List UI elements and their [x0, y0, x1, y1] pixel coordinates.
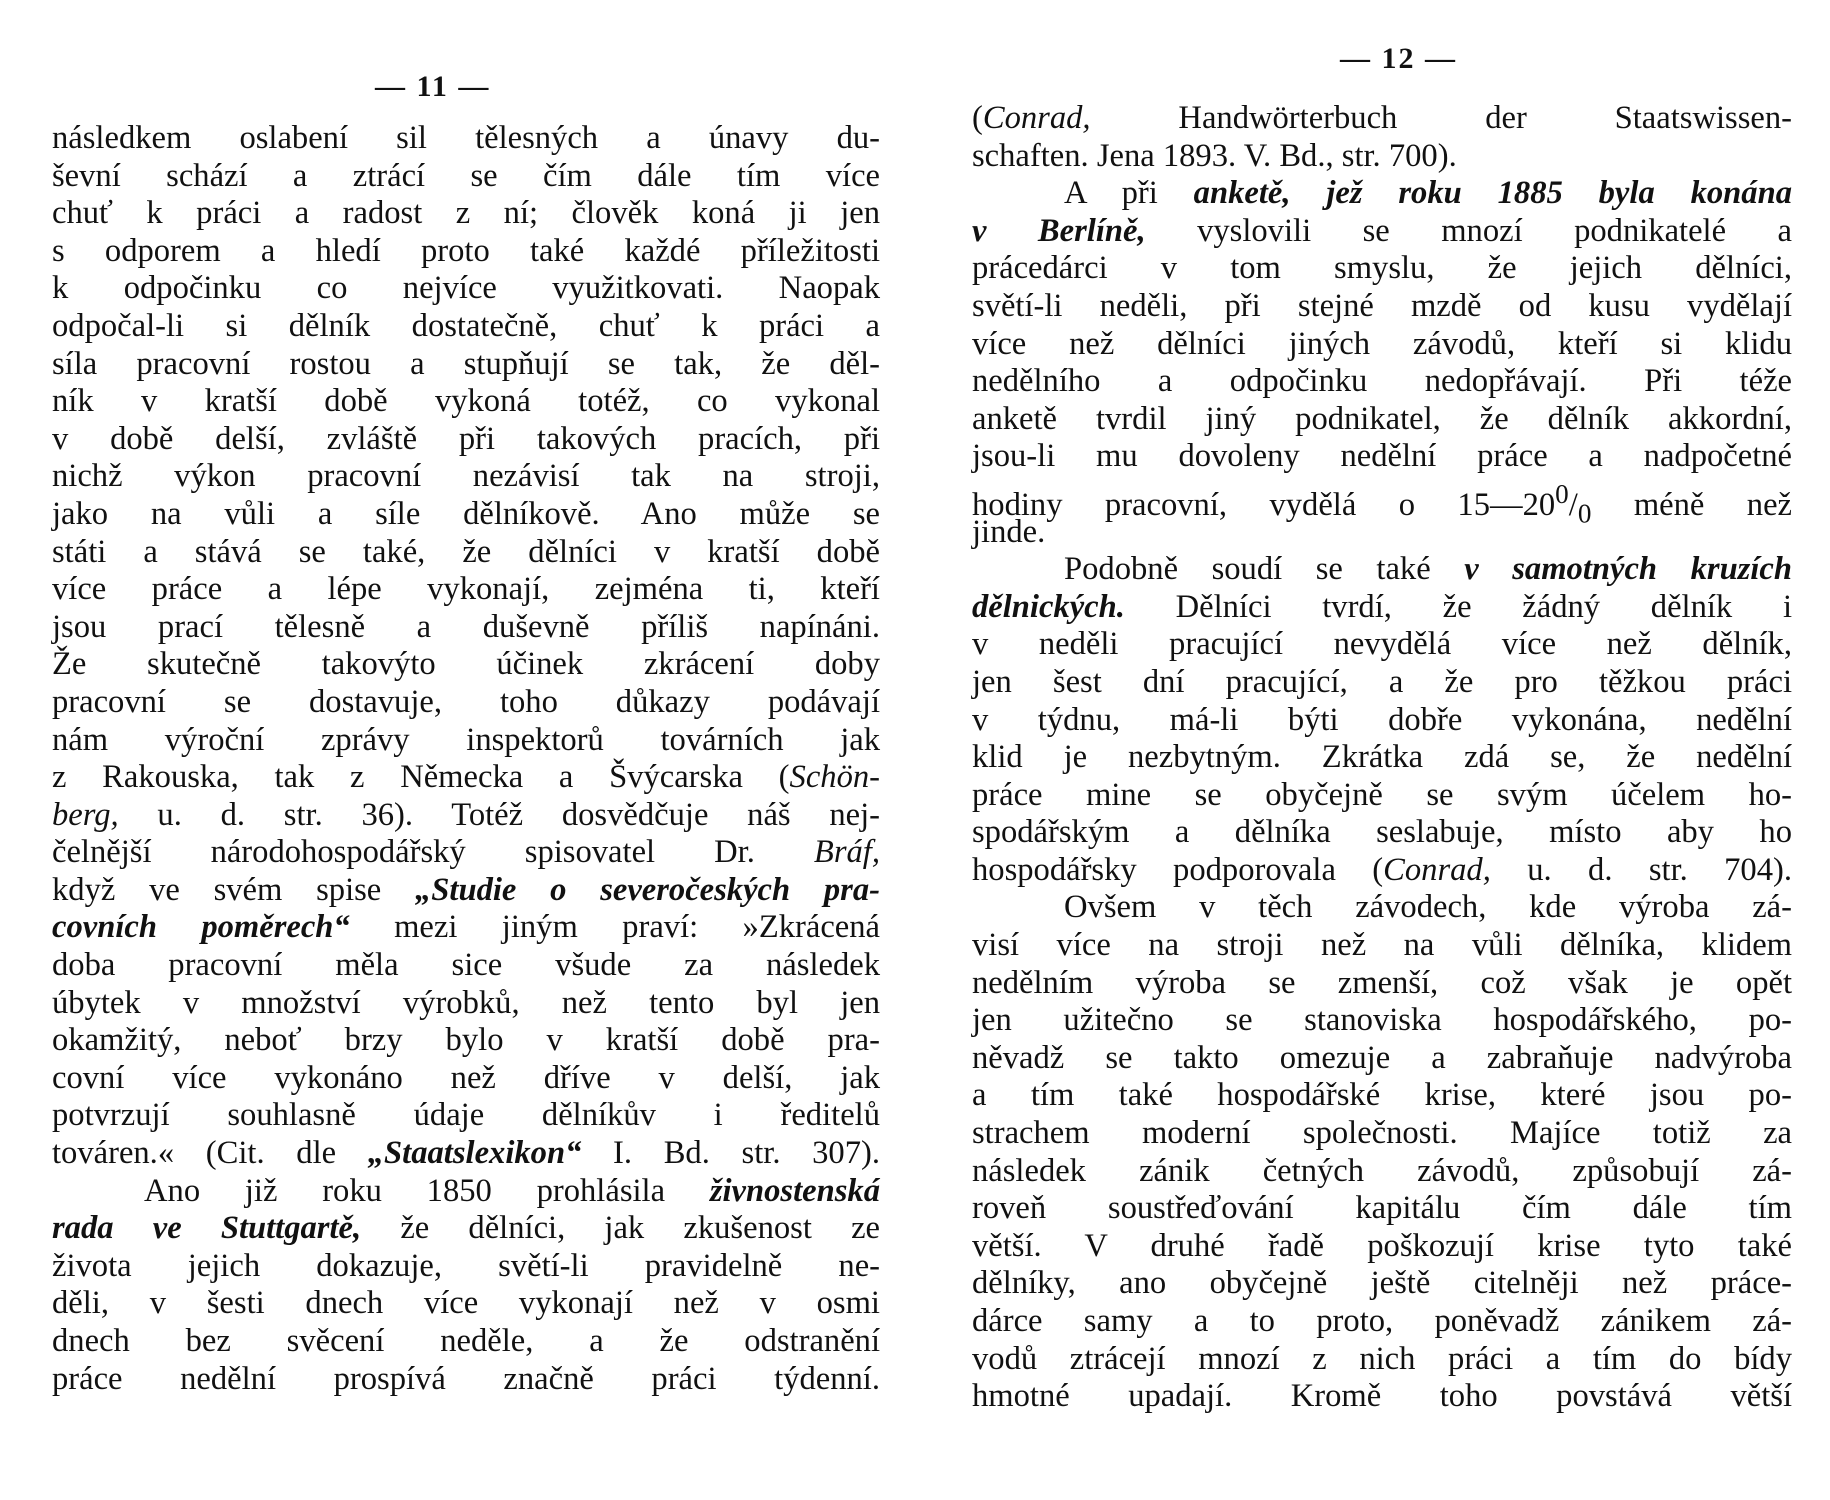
- text-line: nedělního a odpočinku nedopřávají. Při téže: [972, 363, 1792, 400]
- text-line: více než dělníci jiných závodů, kteří si klidu: [972, 325, 1792, 362]
- text-line: následkem oslabení sil tělesných a únavy du-: [52, 120, 880, 156]
- text-line: jen šest dní pracující, a že pro těžkou práci: [972, 663, 1792, 700]
- text-line: více práce a lépe vykonají, zejména ti, kteří: [52, 571, 880, 608]
- text-line: síla pracovní rostou a stupňují se tak, že děl-: [52, 345, 880, 382]
- text-line: větší. V druhé řadě poškozují krise tyto také: [972, 1227, 1792, 1264]
- text-line: covních poměrech“ mezi jiným praví: »Zkrácená: [52, 909, 880, 946]
- text-line: ník v kratší době vykoná totéž, co vykonal: [52, 383, 880, 420]
- text-line: v Berlíně, vyslovili se mnozí podnikatelé a: [972, 212, 1792, 249]
- text-line: něvadž se takto omezuje a zabraňuje nadvýroba: [972, 1039, 1792, 1076]
- text-line: odpočal-li si dělník dostatečně, chuť k práci a: [52, 307, 880, 344]
- text-line: roveň soustřeďování kapitálu čím dále tím: [972, 1190, 1792, 1227]
- text-line: dělnických. Dělníci tvrdí, že žádný dělník i: [972, 588, 1792, 625]
- text-line: nedělním výroba se zmenší, což však je opět: [972, 964, 1792, 1001]
- text-line: dělníky, ano obyčejně ještě citelněji než práce-: [972, 1265, 1792, 1302]
- text-line: jsou prací tělesně a duševně příliš napínáni.: [52, 608, 880, 645]
- text-line: světí-li neděli, při stejné mzdě od kusu vydělají: [972, 287, 1792, 324]
- text-line: A při anketě, jež roku 1885 byla konána: [1064, 175, 1792, 212]
- text-line: z Rakouska, tak z Německa a Švýcarska (Schön-: [52, 759, 880, 796]
- text-line: strachem moderní společnosti. Majíce totiž za: [972, 1115, 1792, 1152]
- text-line: úbytek v množství výrobků, než tento byl jen: [52, 984, 880, 1021]
- text-line: Ano již roku 1850 prohlásila živnostenská: [144, 1172, 880, 1209]
- text-line: anketě tvrdil jiný podnikatel, že dělník akkordní,: [972, 400, 1792, 437]
- text-line: rada ve Stuttgartě, že dělníci, jak zkušenost ze: [52, 1210, 880, 1247]
- text-line: nám výroční zprávy inspektorů továrních jak: [52, 721, 880, 758]
- text-line: spodářským a dělníka seslabuje, místo aby ho: [972, 814, 1792, 851]
- text-line: Ovšem v těch závodech, kde výroba zá-: [1064, 889, 1792, 926]
- text-line: ševní schází a ztrácí se čím dále tím více: [52, 157, 880, 194]
- text-line: (Conrad, Handwörterbuch der Staatswissen-: [972, 100, 1792, 136]
- text-line: nichž výkon pracovní nezávisí tak na stroji,: [52, 458, 880, 495]
- text-line: vodů ztrácejí mnozí z nich práci a tím do bídy: [972, 1340, 1792, 1377]
- text-line: a tím také hospodářské krise, které jsou po-: [972, 1077, 1792, 1114]
- text-line: k odpočinku co nejvíce využitkovati. Naopak: [52, 270, 880, 307]
- text-line: když ve svém spise „Studie o severočeských pra-: [52, 871, 880, 908]
- text-line: děli, v šesti dnech více vykonají než v osmi: [52, 1285, 880, 1322]
- text-line: následek zánik četných závodů, způsobují zá-: [972, 1152, 1792, 1189]
- text-line: okamžitý, neboť brzy bylo v kratší době pra-: [52, 1022, 880, 1059]
- text-line: života jejich dokazuje, světí-li pravidelně ne-: [52, 1247, 880, 1284]
- text-line: berg, u. d. str. 36). Totéž dosvědčuje náš nej-: [52, 796, 880, 833]
- text-line: státi a stává se také, že dělníci v kratší době: [52, 533, 880, 570]
- text-line: práce mine se obyčejně se svým účelem ho-: [972, 776, 1792, 813]
- text-line: hodiny pracovní, vydělá o $15—20^0/_0$ méně než: [972, 478, 1792, 529]
- text-line: jen užitečno se stanoviska hospodářského, po-: [972, 1002, 1792, 1039]
- text-line: jinde.: [972, 513, 1046, 550]
- text-line: pracovní se dostavuje, toho důkazy podávají: [52, 683, 880, 720]
- text-line: covní více vykonáno než dříve v delší, jak: [52, 1059, 880, 1096]
- text-line: Podobně soudí se také v samotných kruzích: [1064, 551, 1792, 588]
- text-line: dnech bez svěcení neděle, a že odstranění: [52, 1323, 880, 1359]
- page-number: — 11 —: [375, 70, 491, 103]
- text-line: potvrzují souhlasně údaje dělníkův i ředitelů: [52, 1097, 880, 1134]
- text-line: chuť k práci a radost z ní; člověk koná ji jen: [52, 195, 880, 232]
- text-line: hospodářsky podporovala (Conrad, u. d. str. 704).: [972, 851, 1793, 888]
- text-line: visí více na stroji než na vůli dělníka, klidem: [972, 927, 1792, 964]
- text-line: Že skutečně takovýto účinek zkrácení doby: [52, 646, 880, 683]
- text-line: doba pracovní měla sice všude za následek: [52, 947, 880, 984]
- text-line: práce nedělní prospívá značně práci týdenní.: [52, 1360, 880, 1397]
- text-line: klid je nezbytným. Zkrátka zdá se, že nedělní: [972, 739, 1792, 776]
- page-text: [972, 100, 1792, 1416]
- text-line: v týdnu, má-li býti dobře vykonána, nedělní: [972, 701, 1792, 738]
- text-line: s odporem a hledí proto také každé příležitosti: [52, 232, 880, 269]
- text-line: jsou-li mu dovoleny nedělní práce a nadpočetné: [972, 438, 1792, 475]
- page-number: — 12 —: [1340, 42, 1457, 75]
- text-line: továren.« (Cit. dle „Staatslexikon“ I. Bd. str. 307).: [52, 1135, 880, 1172]
- text-line: prácedárci v tom smyslu, že jejich dělníci,: [972, 250, 1792, 287]
- text-line: schaften. Jena 1893. V. Bd., str. 700).: [972, 137, 1457, 174]
- page-text: [52, 120, 880, 1398]
- text-line: jako na vůli a síle dělníkově. Ano může se: [52, 495, 880, 532]
- text-line: hmotné upadají. Kromě toho povstává větší: [972, 1378, 1792, 1415]
- text-line: čelnější národohospodářský spisovatel Dr. Bráf,: [52, 834, 880, 871]
- text-line: v neděli pracující nevydělá více než dělník,: [972, 626, 1792, 663]
- text-line: v době delší, zvláště při takových pracích, při: [52, 420, 880, 457]
- text-line: dárce samy a to proto, poněvadž zánikem zá-: [972, 1303, 1792, 1339]
